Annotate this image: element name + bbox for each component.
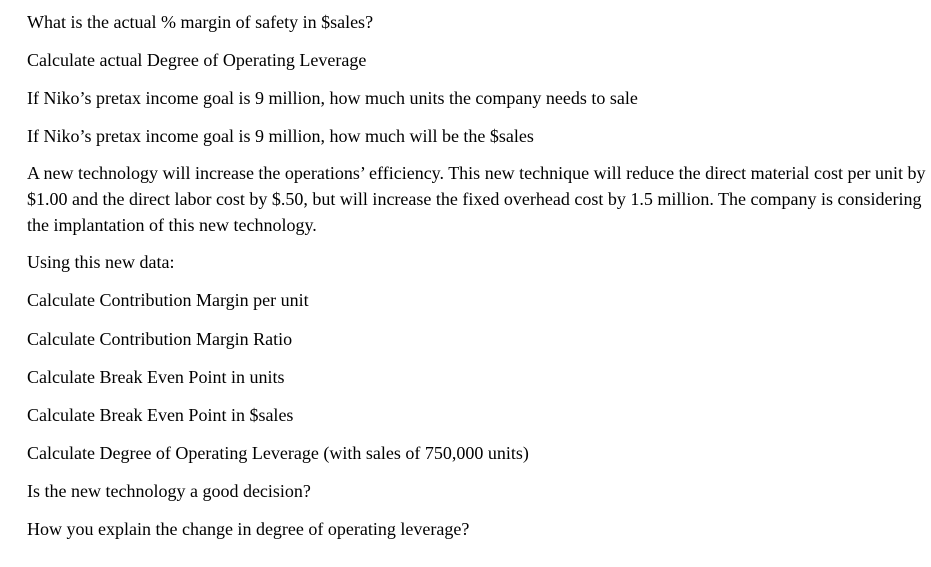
question-good-decision: Is the new technology a good decision? — [27, 481, 311, 501]
question-bep-sales: Calculate Break Even Point in $sales — [27, 405, 294, 425]
question-dol: Calculate actual Degree of Operating Leverage — [27, 50, 367, 70]
question-units-needed: If Niko’s pretax income goal is 9 million, how much units the company needs to sale — [27, 88, 638, 108]
question-bep-units: Calculate Break Even Point in units — [27, 367, 285, 387]
question-cm-ratio: Calculate Contribution Margin Ratio — [27, 329, 293, 349]
question-new-dol: Calculate Degree of Operating Leverage (with sales of 750,000 units) — [27, 443, 529, 463]
question-cm-per-unit: Calculate Contribution Margin per unit — [27, 290, 309, 310]
paragraph-new-technology: A new technology will increase the operations’ efficiency. This new technique will reduce the direct material cost per unit by $1.00 and the direct labor cost by $.50, but will increase the fixed overhead cost by 1.5 million. The company is considering the implantation of this new technology. — [27, 163, 926, 235]
question-explain-change: How you explain the change in degree of operating leverage? — [27, 519, 470, 539]
question-sales-needed: If Niko’s pretax income goal is 9 million, how much will be the $sales — [27, 126, 534, 146]
question-margin-of-safety: What is the actual % margin of safety in $sales? — [27, 12, 374, 32]
label-new-data: Using this new data: — [27, 252, 175, 272]
